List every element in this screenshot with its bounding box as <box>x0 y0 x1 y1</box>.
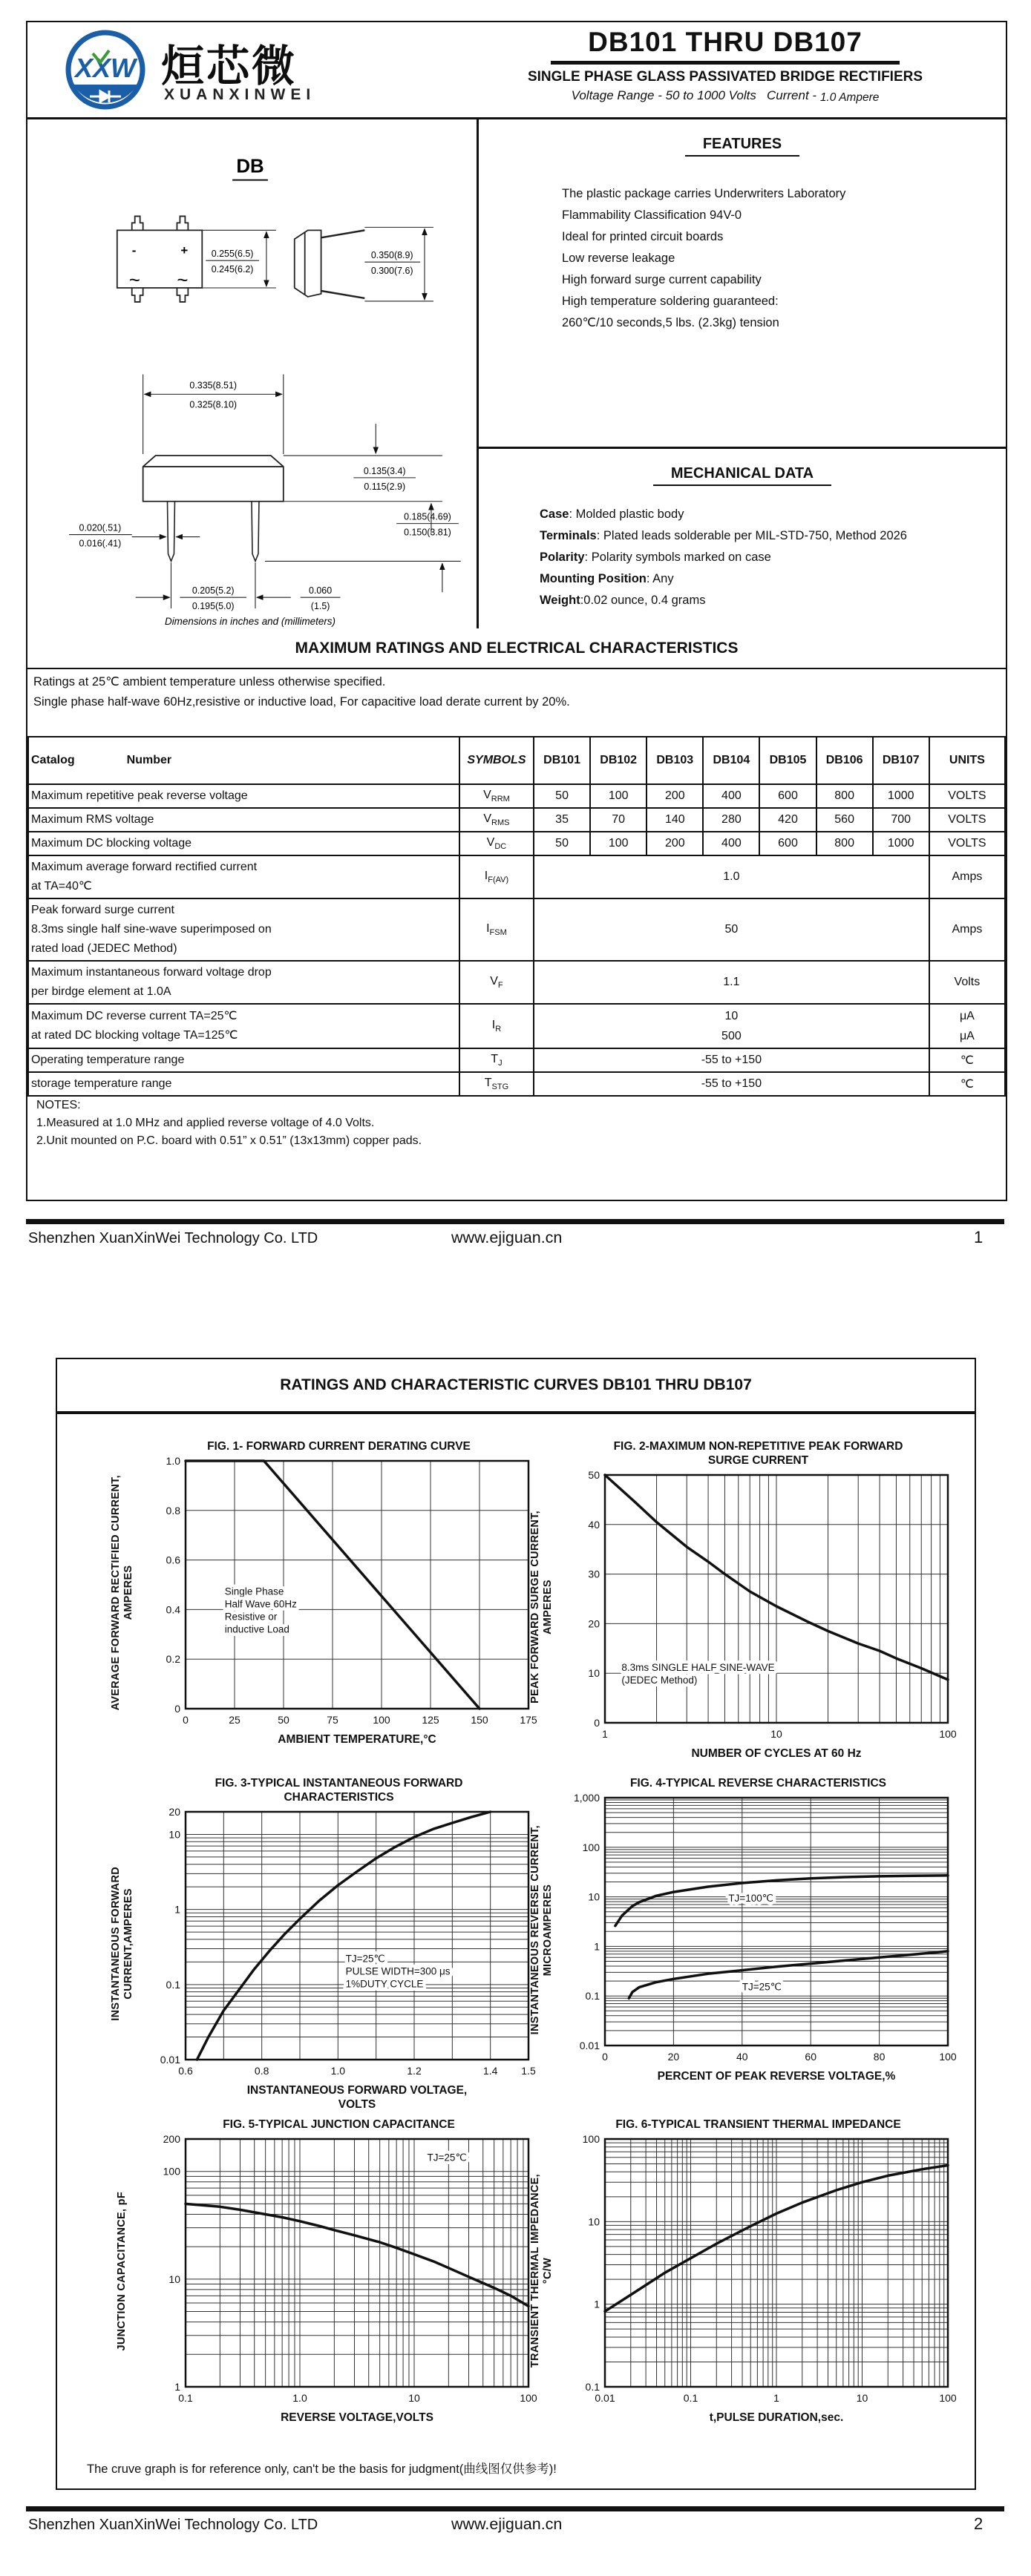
table-cell: Peak forward surge current 8.3ms single half sine-wave superimposed on rated load (JEDEC Method) <box>28 898 459 961</box>
page1-header <box>27 22 1006 119</box>
fig3-xlabel: INSTANTANEOUS FORWARD VOLTAGE, VOLTS <box>246 2084 468 2111</box>
dim-standoff: 0.060 <box>309 585 333 597</box>
fig4-title: FIG. 4-TYPICAL REVERSE CHARACTERISTICS <box>629 1777 887 1790</box>
features-list <box>562 183 1006 334</box>
table-cell: $I_R$ <box>459 1004 534 1048</box>
notes-heading: NOTES: <box>36 1099 81 1111</box>
page1-right-column <box>479 119 1006 628</box>
svg-text:0.01: 0.01 <box>579 2040 600 2051</box>
svg-text:0.8: 0.8 <box>166 1504 180 1517</box>
table-cell: $I_{FSM}$ <box>459 898 534 961</box>
table-cell: 420 <box>759 808 816 832</box>
table-cell: storage temperature range <box>28 1072 459 1096</box>
svg-text:0.01: 0.01 <box>160 2054 180 2066</box>
package-side-view <box>295 230 365 298</box>
svg-text:40: 40 <box>588 1518 600 1531</box>
table-cell: $T_{STG}$ <box>459 1072 534 1096</box>
svg-text:100: 100 <box>582 2133 600 2145</box>
ratings-notes <box>33 672 570 712</box>
svg-text:100: 100 <box>373 1714 390 1726</box>
svg-text:75: 75 <box>327 1714 338 1726</box>
range-line <box>480 88 970 103</box>
svg-text:200: 200 <box>163 2133 180 2145</box>
mechanical-item: Polarity: Polarity symbols marked on case <box>540 551 771 564</box>
table-cell: Maximum average forward rectified current at TA=40℃ <box>28 855 459 898</box>
dim-body-width-min: 0.245(6.2) <box>211 264 254 275</box>
svg-text:0.8: 0.8 <box>254 2065 269 2077</box>
svg-text:1: 1 <box>602 1728 608 1740</box>
fig1-forward-current-derating <box>105 1439 540 1747</box>
logo-chinese-text: 烜芯微 <box>161 42 298 91</box>
svg-text:125: 125 <box>422 1714 439 1726</box>
fig3-plot <box>138 1806 539 2082</box>
footer-page-number-2: 2 <box>974 2514 983 2533</box>
svg-text:20: 20 <box>168 1806 180 1818</box>
fig2-peak-forward-surge-current <box>525 1439 959 1761</box>
table-cell: 140 <box>647 808 703 832</box>
pin-ac1-label: ~ <box>128 270 140 292</box>
title-underline <box>551 61 900 65</box>
footer-rule-1 <box>26 1219 1004 1224</box>
dim-lead-span-min: 0.325(8.10) <box>189 399 238 410</box>
svg-text:PULSE WIDTH=300 μs: PULSE WIDTH=300 μs <box>345 1965 451 1977</box>
package-name: DB <box>236 156 264 177</box>
svg-text:TJ=100℃: TJ=100℃ <box>728 1893 773 1905</box>
svg-text:1: 1 <box>594 1940 600 1953</box>
fig4-plot <box>557 1792 958 2068</box>
svg-text:10: 10 <box>588 1890 600 1903</box>
footer-rule-2 <box>26 2506 1004 2511</box>
table-cell: 100 <box>590 784 647 808</box>
footer-company-1: Shenzhen XuanXinWei Technology Co. LTD <box>28 1230 318 1246</box>
svg-text:1,000: 1,000 <box>573 1792 600 1804</box>
svg-text:0: 0 <box>183 1714 189 1726</box>
dim-lead-dia-min: 0.016(.41) <box>79 538 122 549</box>
svg-text:100: 100 <box>939 1728 957 1740</box>
fig1-xlabel: AMBIENT TEMPERATURE,°C <box>278 1733 436 1746</box>
table-cell: $V_{DC}$ <box>459 832 534 855</box>
table-cell: Operating temperature range <box>28 1048 459 1072</box>
dim-lead-pitch-min: 0.195(5.0) <box>192 601 235 612</box>
svg-text:80: 80 <box>873 2051 886 2063</box>
table-cell: 560 <box>816 808 873 832</box>
feature-line: 260℃/10 seconds,5 lbs. (2.3kg) tension <box>562 316 779 329</box>
table-cell: μA μA <box>929 1004 1005 1048</box>
svg-text:100: 100 <box>939 2051 957 2063</box>
svg-text:8.3ms SINGLE HALF SINE-WAVE: 8.3ms SINGLE HALF SINE-WAVE <box>621 1661 775 1673</box>
page-2 <box>56 1358 976 2490</box>
curve-disclaimer: The cruve graph is for reference only, can't be the basis for judgment(曲线图仅供参考)! <box>87 2462 557 2476</box>
dim-body-thk-min: 0.115(2.9) <box>364 481 406 492</box>
fig6-plot <box>557 2133 958 2409</box>
fig5-typical-junction-capacitance <box>105 2117 540 2425</box>
svg-text:1.2: 1.2 <box>407 2065 422 2077</box>
fig1-title: FIG. 1- FORWARD CURRENT DERATING CURVE <box>207 1440 471 1453</box>
footer-website-2: www.ejiguan.cn <box>451 2515 563 2533</box>
svg-text:Half Wave 60Hz: Half Wave 60Hz <box>224 1598 297 1610</box>
footer-page-number-1: 1 <box>974 1228 983 1246</box>
page-1 <box>26 21 1007 1201</box>
table-cell: Maximum DC blocking voltage <box>28 832 459 855</box>
dim-body-width-max: 0.255(6.5) <box>211 249 254 260</box>
table-cell: 10 500 <box>534 1004 929 1048</box>
dim-lead-len-min: 0.150(3.81) <box>404 527 451 538</box>
feature-line: Flammability Classification 94V-0 <box>562 208 742 222</box>
svg-text:10: 10 <box>168 1828 180 1841</box>
table-cell: 70 <box>590 808 647 832</box>
table-cell: 1000 <box>873 832 929 855</box>
company-logo-icon <box>63 28 149 113</box>
svg-text:0.01: 0.01 <box>595 2392 615 2404</box>
table-cell: Maximum DC reverse current TA=25℃ at rated DC blocking voltage TA=125℃ <box>28 1004 459 1048</box>
table-cell: $V_{RRM}$ <box>459 784 534 808</box>
table-cell: 200 <box>647 832 703 855</box>
fig4-ylabel: INSTANTANEOUS REVERSE CURRENT, MICROAMPERES <box>528 1824 554 2035</box>
dim-lead-len-max: 0.185(4.69) <box>404 511 451 522</box>
part-header: DB104 <box>703 737 759 784</box>
table-cell: 280 <box>703 808 759 832</box>
svg-text:20: 20 <box>667 2051 680 2063</box>
pin-minus-label: - <box>131 243 137 258</box>
ratings-note-1: Ratings at 25℃ ambient temperature unless otherwise specified. <box>33 675 386 689</box>
svg-text:10: 10 <box>588 1667 600 1680</box>
table-cell: $V_F$ <box>459 961 534 1004</box>
svg-text:1.0: 1.0 <box>330 2065 346 2077</box>
svg-text:1: 1 <box>594 2298 600 2310</box>
svg-text:0: 0 <box>594 1717 600 1729</box>
part-header: DB105 <box>759 737 816 784</box>
dim-lead-dia-max: 0.020(.51) <box>79 522 122 533</box>
svg-text:150: 150 <box>471 1714 488 1726</box>
svg-text:60: 60 <box>805 2051 816 2063</box>
table-row <box>28 832 1005 855</box>
side-view-dimension-lines <box>364 227 433 301</box>
feature-line: High temperature soldering guaranteed: <box>562 295 779 308</box>
package-outline-diagram <box>27 119 477 628</box>
svg-text:TJ=25℃: TJ=25℃ <box>427 2152 467 2163</box>
note-line: 2.Unit mounted on P.C. board with 0.51” x 0.51” (13x13mm) copper pads. <box>36 1134 422 1147</box>
fig2-title: FIG. 2-MAXIMUM NON-REPETITIVE PEAK FORWARD SURGE CURRENT <box>613 1440 903 1467</box>
svg-text:0: 0 <box>602 2051 608 2063</box>
dim-height-min: 0.300(7.6) <box>370 266 413 277</box>
svg-text:inductive Load: inductive Load <box>224 1623 289 1635</box>
fig1-plot <box>138 1455 539 1731</box>
svg-text:Single Phase: Single Phase <box>224 1586 284 1597</box>
features-heading: FEATURES <box>685 136 799 157</box>
mechanical-item: Terminals: Plated leads solderable per MIL-STD-750, Method 2026 <box>540 529 907 542</box>
fig3-ylabel: INSTANTANEOUS FORWARD CURRENT,AMPERES <box>109 1867 134 2021</box>
table-cell: 1.0 <box>534 855 929 898</box>
ratings-table <box>27 736 1006 1097</box>
table-cell: 400 <box>703 832 759 855</box>
svg-text:0.1: 0.1 <box>178 2392 193 2404</box>
part-header: DB103 <box>647 737 703 784</box>
logo-monogram: XXW <box>74 53 137 83</box>
part-header: DB101 <box>534 737 590 784</box>
page2-heading: RATINGS AND CHARACTERISTIC CURVES DB101 THRU DB107 <box>280 1376 752 1393</box>
fig4-typical-reverse-characteristics <box>525 1776 959 2083</box>
fig2-plot <box>557 1469 958 1745</box>
current-label: Current - <box>767 88 817 102</box>
svg-text:Resistive or: Resistive or <box>224 1611 278 1623</box>
symbols-header: SYMBOLS <box>459 737 534 784</box>
table-cell: 1.1 <box>534 961 929 1004</box>
fig6-title: FIG. 6-TYPICAL TRANSIENT THERMAL IMPEDANCE <box>615 2118 901 2131</box>
table-cell: Maximum repetitive peak reverse voltage <box>28 784 459 808</box>
part-header: DB102 <box>590 737 647 784</box>
table-cell: VOLTS <box>929 808 1005 832</box>
svg-text:10: 10 <box>856 2392 868 2404</box>
table-row <box>28 1072 1005 1096</box>
table-cell: $T_J$ <box>459 1048 534 1072</box>
table-cell: Volts <box>929 961 1005 1004</box>
table-cell: Maximum instantaneous forward voltage drop per birdge element at 1.0A <box>28 961 459 1004</box>
table-row <box>28 808 1005 832</box>
pin-ac2-label: ~ <box>177 270 189 292</box>
fig6-ylabel: TRANSIENT THERMAL IMPEDANCE, °C/W <box>528 2174 554 2368</box>
fig5-ylabel: JUNCTION CAPACITANCE, pF <box>116 2191 128 2351</box>
table-cell: -55 to +150 <box>534 1048 929 1072</box>
voltage-range: Voltage Range - 50 to 1000 Volts <box>571 88 756 102</box>
svg-text:TJ=25℃: TJ=25℃ <box>345 1953 385 1965</box>
svg-text:175: 175 <box>520 1714 537 1726</box>
page2-heading-band <box>57 1359 975 1414</box>
dim-body-thk-max: 0.135(3.4) <box>363 465 406 476</box>
table-cell: VOLTS <box>929 784 1005 808</box>
table-cell: 800 <box>816 832 873 855</box>
feature-line: The plastic package carries Underwriters Laboratory <box>562 187 846 200</box>
svg-text:0.6: 0.6 <box>178 2065 193 2077</box>
fig1-ylabel: AVERAGE FORWARD RECTIFIED CURRENT, AMPERES <box>109 1475 134 1711</box>
feature-line: High forward surge current capability <box>562 273 762 286</box>
notes-section <box>36 1097 422 1150</box>
table-cell: 400 <box>703 784 759 808</box>
table-cell: 600 <box>759 784 816 808</box>
table-cell: 1000 <box>873 784 929 808</box>
svg-text:25: 25 <box>229 1714 240 1726</box>
table-cell: Amps <box>929 855 1005 898</box>
table-row <box>28 898 1005 961</box>
table-row <box>28 784 1005 808</box>
table-cell: 50 <box>534 832 590 855</box>
mechanical-item: Weight:0.02 ounce, 0.4 grams <box>540 594 706 607</box>
svg-text:20: 20 <box>588 1617 600 1630</box>
table-cell: 100 <box>590 832 647 855</box>
fig3-title: FIG. 3-TYPICAL INSTANTANEOUS FORWARD CHARACTERISTICS <box>215 1777 463 1804</box>
part-header: DB107 <box>873 737 929 784</box>
table-cell: VOLTS <box>929 832 1005 855</box>
table-cell: -55 to +150 <box>534 1072 929 1096</box>
svg-text:1%DUTY CYCLE: 1%DUTY CYCLE <box>345 1978 424 1990</box>
table-cell: Maximum RMS voltage <box>28 808 459 832</box>
fig2-ylabel: PEAK FORWARD SURGE CURRENT, AMPERES <box>528 1511 554 1703</box>
fig4-xlabel: PERCENT OF PEAK REVERSE VOLTAGE,% <box>657 2070 896 2083</box>
table-cell: ℃ <box>929 1072 1005 1096</box>
table-row <box>28 1048 1005 1072</box>
note-line: 1.Measured at 1.0 MHz and applied reverse voltage of 4.0 Volts. <box>36 1117 375 1129</box>
svg-text:0.1: 0.1 <box>585 1990 600 2002</box>
subtitle: SINGLE PHASE GLASS PASSIVATED BRIDGE RECTIFIERS <box>527 69 923 85</box>
svg-text:0.1: 0.1 <box>166 1978 180 1991</box>
package-front-view <box>143 456 284 561</box>
table-cell: Amps <box>929 898 1005 961</box>
table-cell: $I_{F(AV)}$ <box>459 855 534 898</box>
footer-company-2: Shenzhen XuanXinWei Technology Co. LTD <box>28 2517 318 2533</box>
svg-text:10: 10 <box>588 2215 600 2228</box>
fig6-transient-thermal-impedance <box>525 2117 959 2425</box>
page-title: DB101 THRU DB107 <box>588 27 863 57</box>
dim-lead-pitch-max: 0.205(5.2) <box>192 585 235 597</box>
table-cell: $V_{RMS}$ <box>459 808 534 832</box>
feature-line: Low reverse leakage <box>562 252 675 265</box>
table-cell: ℃ <box>929 1048 1005 1072</box>
mechanical-heading: MECHANICAL DATA <box>653 465 831 486</box>
svg-text:100: 100 <box>520 2392 537 2404</box>
catalog-number-header: Catalog Number <box>28 737 459 784</box>
fig5-xlabel: REVERSE VOLTAGE,VOLTS <box>281 2411 433 2424</box>
feature-line: Ideal for printed circuit boards <box>562 230 724 243</box>
table-row <box>28 1004 1005 1048</box>
svg-text:100: 100 <box>939 2392 957 2404</box>
svg-text:1: 1 <box>174 2381 180 2393</box>
logo-latin-text: XUANXINWEI <box>164 86 316 103</box>
part-header: DB106 <box>816 737 873 784</box>
mechanical-data-section <box>479 449 1006 628</box>
mechanical-item: Mounting Position: Any <box>540 572 674 585</box>
current-value: 1.0 Ampere <box>819 91 880 104</box>
ratings-heading: MAXIMUM RATINGS AND ELECTRICAL CHARACTERISTICS <box>295 639 739 657</box>
svg-text:0.2: 0.2 <box>166 1653 180 1666</box>
package-drawing-panel <box>27 119 479 628</box>
ratings-note-2: Single phase half-wave 60Hz,resistive or inductive load, For capacitive load derate current by 20%. <box>33 695 570 709</box>
features-section <box>479 119 1006 449</box>
mechanical-item: Case: Molded plastic body <box>540 507 684 521</box>
svg-text:0.1: 0.1 <box>683 2392 698 2404</box>
table-cell: 700 <box>873 808 929 832</box>
dim-standoff-mm: (1.5) <box>310 601 330 612</box>
svg-text:1: 1 <box>174 1903 180 1916</box>
table-header-row <box>28 737 1005 784</box>
table-row <box>28 855 1005 898</box>
svg-text:1.5: 1.5 <box>521 2065 536 2077</box>
table-cell: 800 <box>816 784 873 808</box>
fig3-instantaneous-forward-characteristics <box>105 1776 540 2112</box>
footer-website-1: www.ejiguan.cn <box>451 1229 563 1246</box>
svg-text:0.4: 0.4 <box>166 1603 180 1616</box>
svg-text:(JEDEC Method): (JEDEC Method) <box>621 1674 698 1686</box>
table-cell: 50 <box>534 898 929 961</box>
svg-text:1.4: 1.4 <box>482 2065 498 2077</box>
ratings-heading-band <box>27 628 1006 669</box>
svg-text:TJ=25℃: TJ=25℃ <box>742 1981 782 1993</box>
svg-text:100: 100 <box>163 2165 180 2178</box>
svg-text:100: 100 <box>582 1841 600 1853</box>
table-cell: 200 <box>647 784 703 808</box>
svg-text:1.0: 1.0 <box>166 1455 180 1467</box>
svg-text:40: 40 <box>736 2051 748 2063</box>
svg-text:30: 30 <box>588 1568 600 1580</box>
table-cell: 50 <box>534 784 590 808</box>
svg-text:1.0: 1.0 <box>292 2392 307 2404</box>
fig5-title: FIG. 5-TYPICAL JUNCTION CAPACITANCE <box>223 2118 455 2131</box>
mechanical-list <box>540 504 985 611</box>
svg-text:10: 10 <box>770 1728 782 1740</box>
table-cell: 600 <box>759 832 816 855</box>
table-cell: 35 <box>534 808 590 832</box>
svg-text:10: 10 <box>168 2273 180 2285</box>
svg-text:10: 10 <box>408 2392 420 2404</box>
svg-text:0: 0 <box>174 1703 180 1715</box>
svg-text:0.1: 0.1 <box>585 2381 600 2393</box>
fig6-xlabel: t,PULSE DURATION,sec. <box>709 2411 844 2424</box>
fig5-plot <box>138 2133 539 2409</box>
pin-plus-label: + <box>180 243 189 258</box>
svg-text:1: 1 <box>773 2392 779 2404</box>
units-header: UNITS <box>929 737 1005 784</box>
svg-text:0.6: 0.6 <box>166 1554 180 1566</box>
dim-lead-span-max: 0.335(8.51) <box>189 380 238 391</box>
svg-text:50: 50 <box>588 1469 600 1481</box>
dimensions-caption: Dimensions in inches and (millimeters) <box>165 616 336 628</box>
dim-height-max: 0.350(8.9) <box>370 250 413 261</box>
fig2-xlabel: NUMBER OF CYCLES AT 60 Hz <box>691 1747 862 1760</box>
table-row <box>28 961 1005 1004</box>
svg-text:50: 50 <box>278 1714 289 1726</box>
